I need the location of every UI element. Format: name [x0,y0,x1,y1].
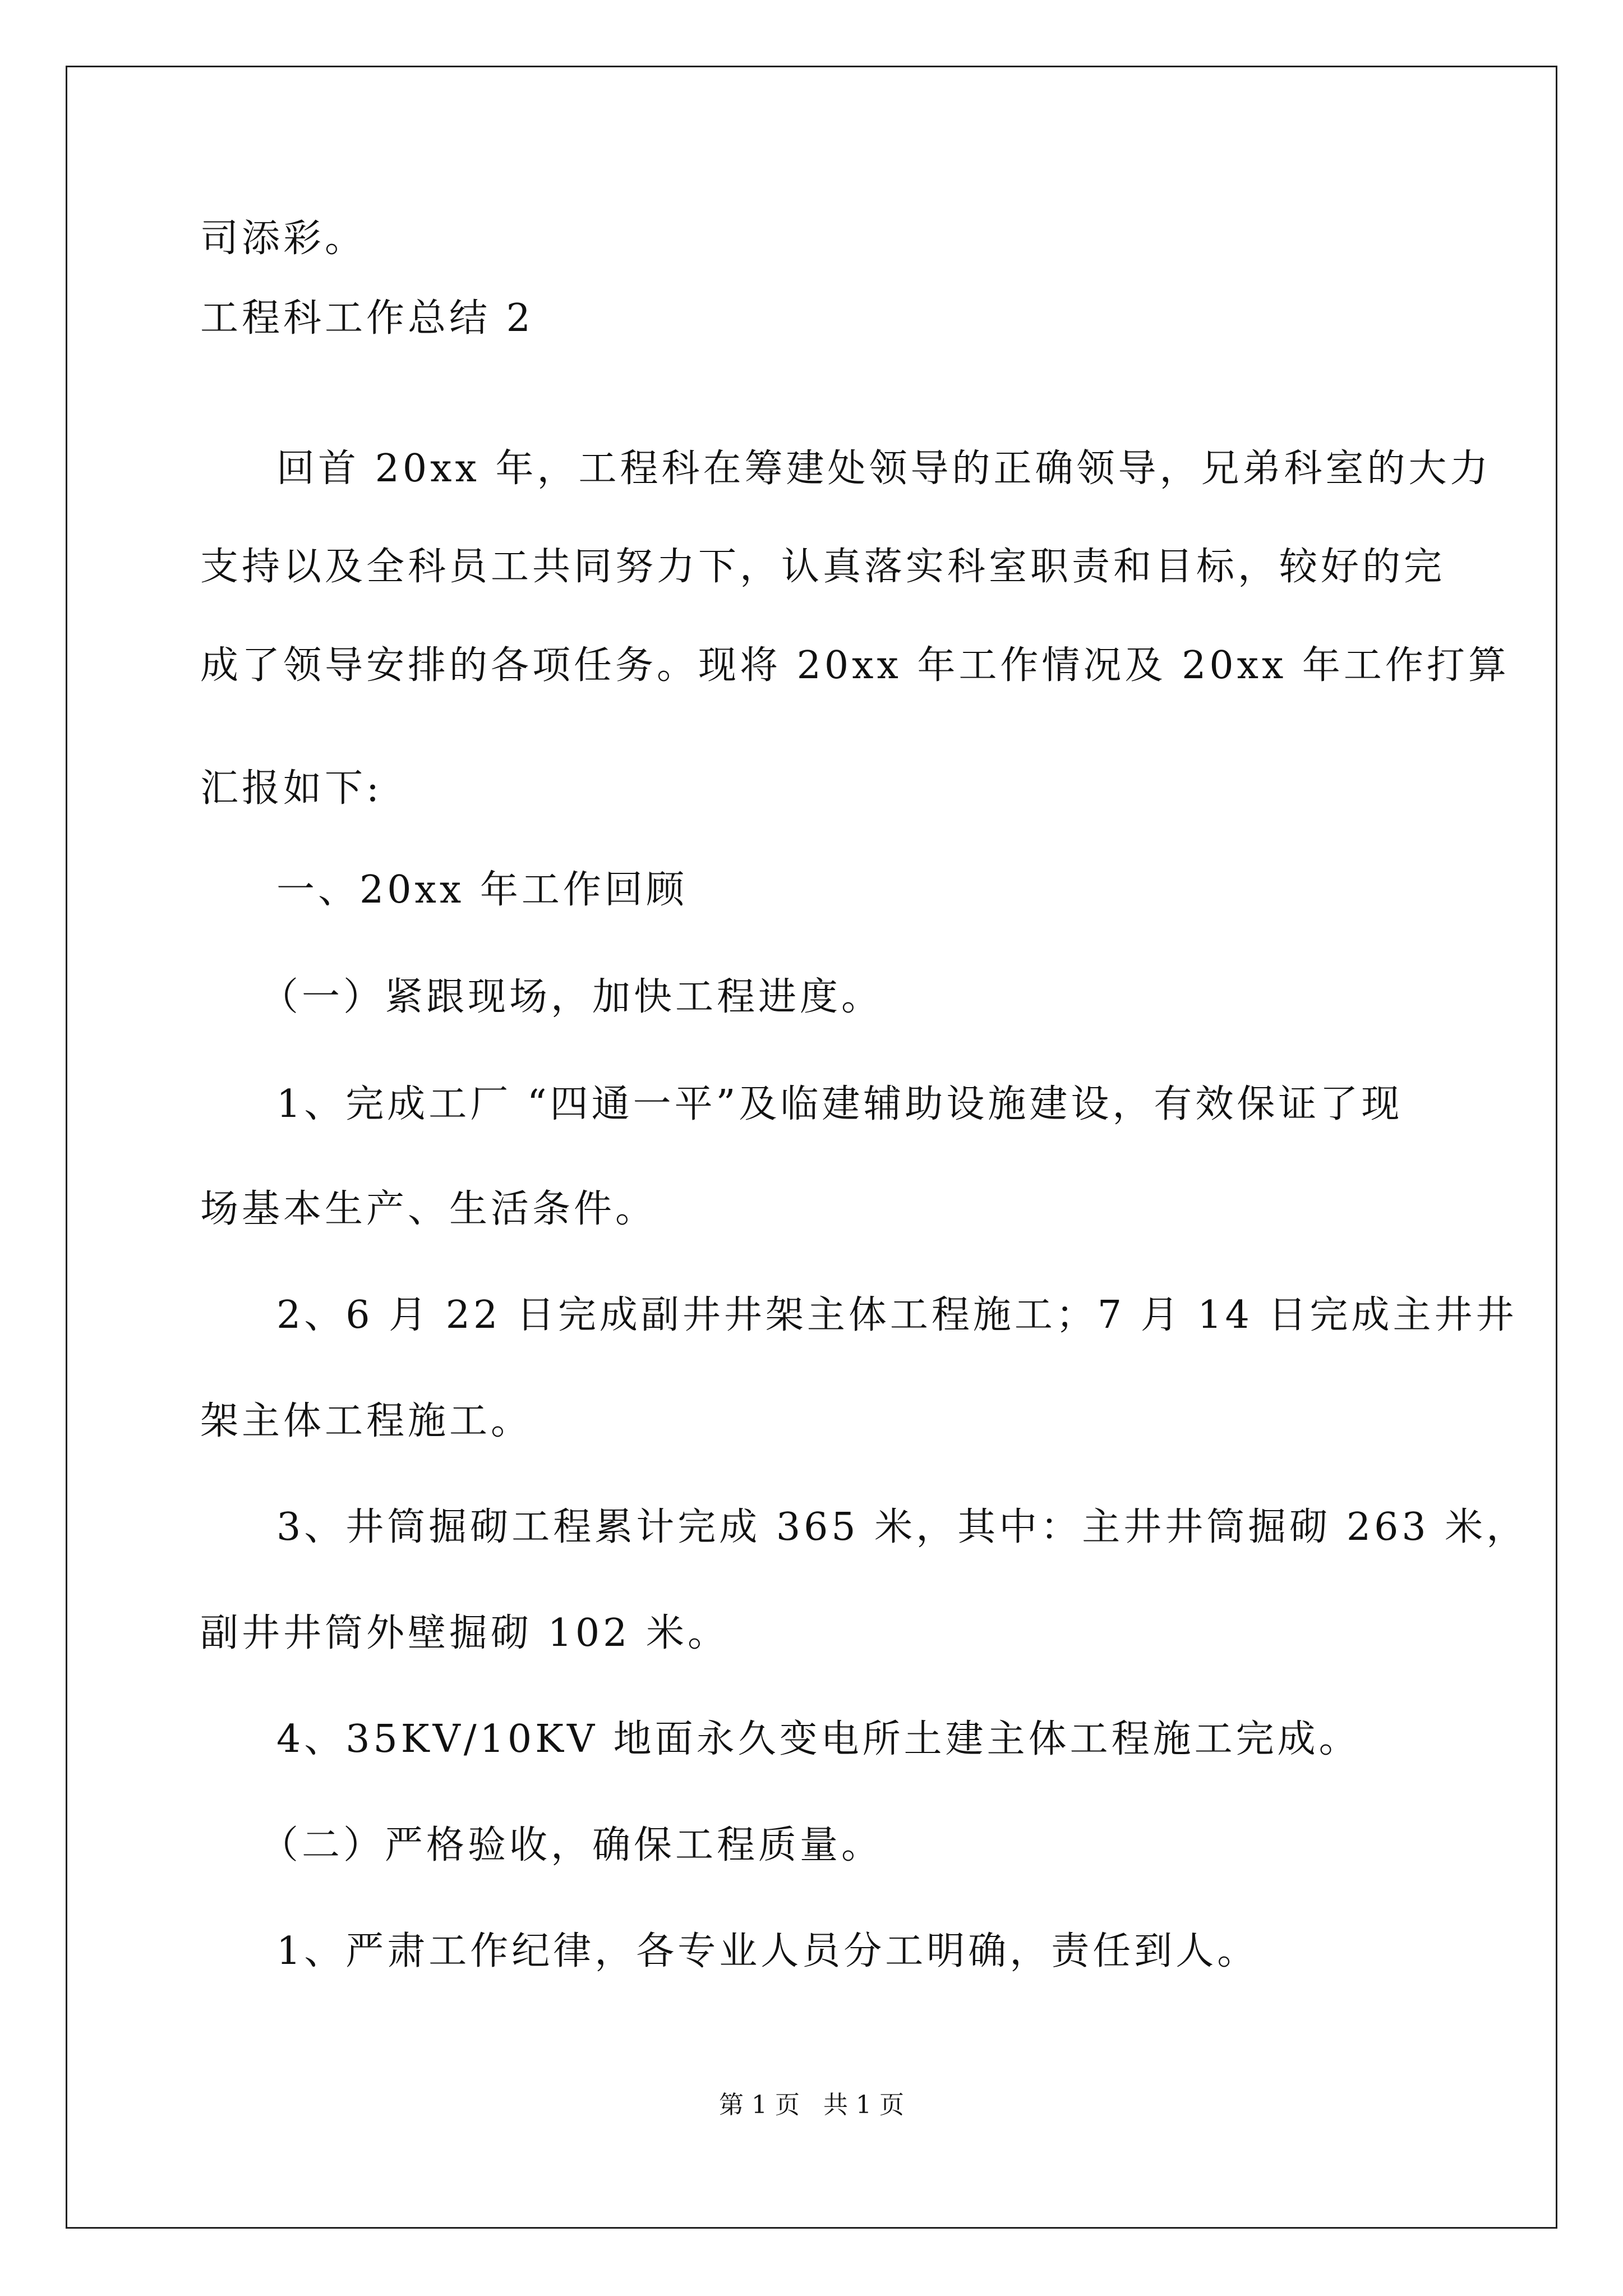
text-line: 司添彩。 [200,217,367,261]
paragraph-line: 成了领导安排的各项任务。现将 20xx 年工作情况及 20xx 年工作打算 [200,643,1510,688]
list-item-1: 1、完成工厂 “四通一平”及临建辅助设施建设，有效保证了现 [276,1082,1403,1126]
subheading-quality: （二）严格验收，确保工程质量。 [260,1823,883,1867]
section-title: 工程科工作总结 2 [200,296,534,341]
list-item-3: 3、井筒掘砌工程累计完成 365 米，其中：主井井筒掘砌 263 米， [276,1505,1528,1549]
list-item-2: 2、6 月 22 日完成副井井架主体工程施工；7 月 14 日完成主井井 [276,1293,1518,1337]
page-footer: 第 1 页 共 1 页 [719,2091,904,2119]
list-item-quality-1: 1、严肃工作纪律，各专业人员分工明确，责任到人。 [276,1929,1259,1973]
page-border [66,66,1557,2229]
list-item-2-cont: 架主体工程施工。 [200,1399,533,1443]
subheading-progress: （一）紧跟现场，加快工程进度。 [260,975,883,1019]
paragraph-line: 支持以及全科员工共同努力下，认真落实科室职责和目标，较好的完 [200,545,1446,589]
list-item-4: 4、35KV/10KV 地面永久变电所土建主体工程施工完成。 [276,1717,1361,1761]
paragraph-line: 汇报如下: [200,766,382,811]
paragraph-line: 回首 20xx 年，工程科在筹建处领导的正确领导，兄弟科室的大力 [276,447,1492,491]
list-item-3-cont: 副井井筒外壁掘砌 102 米。 [200,1611,730,1655]
heading-review: 一、20xx 年工作回顾 [276,868,688,912]
list-item-1-cont: 场基本生产、生活条件。 [200,1187,657,1231]
